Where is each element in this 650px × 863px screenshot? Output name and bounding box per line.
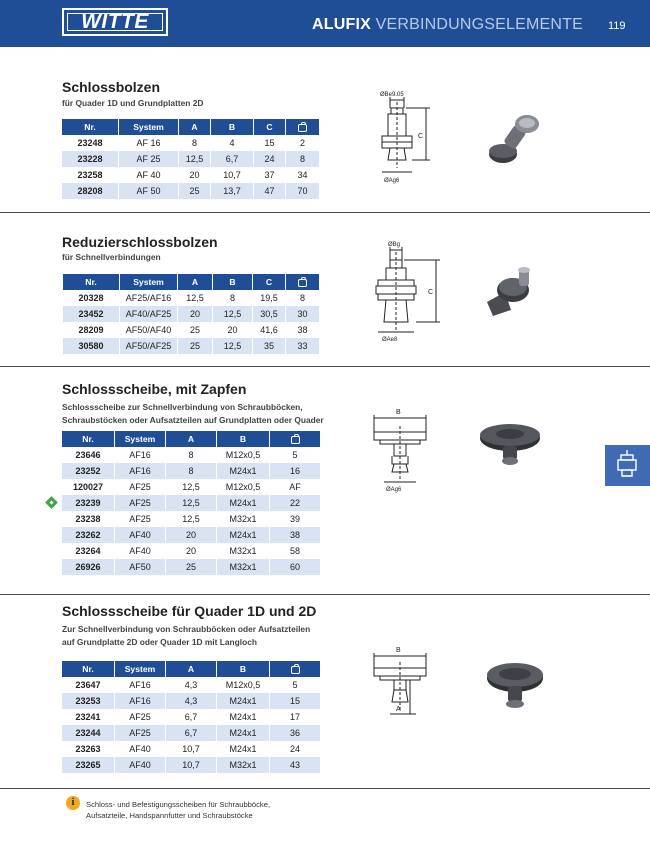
table-row bbox=[62, 151, 319, 167]
column-header: System bbox=[119, 119, 178, 135]
table-cell: 20 bbox=[227, 325, 238, 335]
table-cell: 47 bbox=[254, 183, 285, 199]
footnote: Schloss- und Befestigungsscheiben für Schraubböcke, Aufsatzteile, Handspannfutter und Schraubstöcke bbox=[86, 800, 271, 820]
table-cell: M12x0,5 bbox=[225, 680, 261, 690]
table-cell: AF40 bbox=[115, 527, 165, 543]
table-cell: 4 bbox=[229, 138, 235, 148]
table-cell: 35 bbox=[253, 338, 285, 354]
table-row bbox=[62, 559, 320, 575]
section-title: Schlossscheibe für Quader 1D und 2D bbox=[62, 603, 317, 619]
product-table bbox=[61, 431, 321, 575]
table-cell: 6,7 bbox=[184, 712, 198, 722]
info-icon: i bbox=[66, 796, 80, 810]
product-photo-lock-disc bbox=[476, 416, 546, 472]
table-cell: 5 bbox=[292, 450, 298, 460]
table-cell: AF16 bbox=[115, 463, 165, 479]
table-cell: 12,5 bbox=[166, 495, 216, 511]
table-cell: 8 bbox=[229, 293, 235, 303]
table-cell: M24x1 bbox=[217, 693, 269, 709]
product-photo-bolt bbox=[478, 110, 548, 172]
drawing-label: B bbox=[396, 409, 401, 416]
page-number: 119 bbox=[608, 20, 626, 32]
table-cell: AF50/AF25 bbox=[120, 338, 177, 354]
table-row bbox=[63, 290, 319, 306]
table-cell: M32x1 bbox=[217, 559, 269, 575]
article-number: 23646 bbox=[75, 450, 101, 460]
article-number: 23238 bbox=[75, 514, 101, 524]
column-header: System bbox=[115, 431, 165, 447]
article-number: 30580 bbox=[63, 338, 119, 354]
column-header: A bbox=[179, 119, 210, 135]
table-row bbox=[62, 757, 320, 773]
article-number: 20328 bbox=[78, 293, 104, 303]
table-cell: 17 bbox=[289, 712, 300, 722]
table-cell: AF25 bbox=[115, 495, 165, 511]
table-cell: 13,7 bbox=[211, 183, 253, 199]
section-title: Schlossscheibe, mit Zapfen bbox=[62, 381, 247, 397]
table-cell: 30 bbox=[286, 306, 319, 322]
table-cell: AF25 bbox=[129, 712, 151, 722]
table-cell: AF25/AF16 bbox=[125, 293, 172, 303]
drawing-label: ØBg bbox=[388, 242, 401, 248]
table-cell: 15 bbox=[264, 138, 275, 148]
column-header: A bbox=[166, 661, 216, 677]
table-row bbox=[62, 479, 320, 495]
table-cell: 41,6 bbox=[260, 325, 278, 335]
column-header: C bbox=[253, 274, 285, 290]
table-cell: 8 bbox=[191, 138, 197, 148]
article-number: 23262 bbox=[62, 527, 114, 543]
weight-icon bbox=[286, 119, 319, 135]
column-header: Nr. bbox=[62, 119, 118, 135]
table-row bbox=[62, 511, 320, 527]
witte-logo: WITTE bbox=[62, 8, 168, 36]
table-row bbox=[63, 338, 319, 354]
section-subtitle: Schlossscheibe zur Schnellverbindung von Schraubböcken, bbox=[62, 402, 303, 412]
table-cell: M12x0,5 bbox=[225, 450, 261, 460]
column-header: B bbox=[213, 274, 252, 290]
table-cell: 8 bbox=[286, 151, 319, 167]
page-title: ALUFIX VERBINDUNGSELEMENTE bbox=[312, 16, 584, 33]
table-cell: 12,5 bbox=[186, 293, 204, 303]
column-header: A bbox=[166, 431, 216, 447]
section-title: Schlossbolzen bbox=[62, 79, 161, 95]
table-cell: AF bbox=[289, 482, 301, 492]
column-header: System bbox=[120, 274, 177, 290]
section-subtitle: Schraubstöcken oder Aufsatzteilen auf Grundplatten oder Quader bbox=[62, 415, 324, 425]
table-cell: AF50 bbox=[115, 559, 165, 575]
drawing-label: ØBe9.05 bbox=[380, 92, 404, 98]
column-header: Nr. bbox=[63, 274, 119, 290]
fastener-icon bbox=[605, 445, 650, 486]
article-number: 23264 bbox=[75, 546, 101, 556]
article-number: 26926 bbox=[62, 559, 114, 575]
table-cell: AF25 bbox=[115, 725, 165, 741]
article-number: 23248 bbox=[77, 138, 103, 148]
section-subtitle: für Quader 1D und Grundplatten 2D bbox=[62, 98, 204, 108]
table-cell: 37 bbox=[264, 170, 275, 180]
table-cell: AF40 bbox=[115, 757, 165, 773]
table-cell: AF 40 bbox=[136, 170, 161, 180]
product-table bbox=[61, 661, 321, 773]
table-cell: AF 25 bbox=[119, 151, 178, 167]
table-cell: M32x1 bbox=[229, 546, 257, 556]
article-number: 23228 bbox=[62, 151, 118, 167]
product-table bbox=[61, 119, 320, 199]
table-cell: 24 bbox=[254, 151, 285, 167]
table-cell: 12,5 bbox=[213, 338, 252, 354]
table-cell: M32x1 bbox=[217, 757, 269, 773]
article-number: 23241 bbox=[75, 712, 101, 722]
table-cell: 25 bbox=[179, 183, 210, 199]
technical-drawing-lock-disc bbox=[370, 406, 432, 494]
table-row bbox=[63, 306, 319, 322]
table-cell: 30,5 bbox=[253, 306, 285, 322]
table-cell: 24 bbox=[289, 744, 300, 754]
table-cell: AF16 bbox=[129, 680, 151, 690]
table-cell: 16 bbox=[270, 463, 320, 479]
table-cell: M24x1 bbox=[217, 463, 269, 479]
article-number: 120027 bbox=[72, 482, 104, 492]
table-cell: 20 bbox=[178, 306, 212, 322]
product-photo-reducing-bolt bbox=[475, 262, 545, 324]
table-cell: 25 bbox=[178, 338, 212, 354]
table-row bbox=[62, 741, 320, 757]
table-cell: AF16 bbox=[115, 693, 165, 709]
section-subtitle: Zur Schnellverbindung von Schraubböcken oder Aufsatzteilen bbox=[62, 624, 311, 634]
table-cell: 25 bbox=[166, 559, 216, 575]
article-number: 23265 bbox=[62, 757, 114, 773]
table-cell: 8 bbox=[188, 450, 194, 460]
column-header: Nr. bbox=[62, 431, 114, 447]
table-cell: 20 bbox=[189, 170, 200, 180]
drawing-label: ØAe8 bbox=[382, 337, 398, 343]
article-number: 23244 bbox=[62, 725, 114, 741]
highlight-marker-icon bbox=[45, 496, 58, 509]
table-cell: 58 bbox=[289, 546, 300, 556]
table-cell: 25 bbox=[189, 325, 200, 335]
technical-drawing-reducing-bolt bbox=[372, 238, 444, 344]
table-row bbox=[62, 543, 320, 559]
table-cell: AF16 bbox=[129, 450, 151, 460]
table-cell: 60 bbox=[270, 559, 320, 575]
drawing-label: B bbox=[396, 647, 401, 654]
article-number: 28209 bbox=[78, 325, 104, 335]
article-number: 23253 bbox=[62, 693, 114, 709]
table-cell: AF 50 bbox=[119, 183, 178, 199]
drawing-label: ØAg6 bbox=[384, 178, 400, 184]
table-cell: 10,7 bbox=[182, 744, 200, 754]
table-cell: 15 bbox=[270, 693, 320, 709]
table-cell: 4,3 bbox=[184, 680, 198, 690]
article-number: 23452 bbox=[63, 306, 119, 322]
table-row bbox=[62, 463, 320, 479]
drawing-label: ØAg6 bbox=[386, 487, 402, 493]
table-cell: M24x1 bbox=[217, 495, 269, 511]
article-number: 23647 bbox=[75, 680, 101, 690]
table-cell: 34 bbox=[297, 170, 308, 180]
table-row bbox=[62, 677, 320, 693]
table-cell: M12x0,5 bbox=[225, 482, 261, 492]
drawing-label: C bbox=[418, 133, 424, 140]
section-subtitle: auf Grundplatte 2D oder Quader 1D mit Langloch bbox=[62, 637, 257, 647]
table-cell: 19,5 bbox=[260, 293, 278, 303]
table-cell: 6,7 bbox=[211, 151, 253, 167]
column-header: C bbox=[254, 119, 285, 135]
table-cell: M32x1 bbox=[229, 514, 257, 524]
column-header: Nr. bbox=[62, 661, 114, 677]
footer-divider bbox=[0, 788, 650, 789]
table-cell: 33 bbox=[286, 338, 319, 354]
table-cell: 12,5 bbox=[182, 482, 200, 492]
table-cell: 43 bbox=[270, 757, 320, 773]
page-header bbox=[0, 0, 650, 47]
technical-drawing-bolt bbox=[378, 88, 444, 192]
table-cell: AF25 bbox=[129, 482, 151, 492]
table-cell: 12,5 bbox=[182, 514, 200, 524]
table-cell: 20 bbox=[185, 546, 196, 556]
column-header: B bbox=[217, 661, 269, 677]
article-number: 23258 bbox=[77, 170, 103, 180]
table-cell: 6,7 bbox=[166, 725, 216, 741]
article-number: 23239 bbox=[62, 495, 114, 511]
table-cell: 12,5 bbox=[213, 306, 252, 322]
column-header: B bbox=[211, 119, 253, 135]
table-cell: 8 bbox=[299, 293, 305, 303]
table-cell: AF40 bbox=[129, 744, 151, 754]
table-cell: M24x1 bbox=[217, 527, 269, 543]
table-cell: 39 bbox=[289, 514, 300, 524]
table-cell: AF50/AF40 bbox=[125, 325, 172, 335]
section-divider bbox=[0, 366, 650, 367]
table-cell: AF 16 bbox=[136, 138, 161, 148]
column-header: A bbox=[178, 274, 212, 290]
weight-icon bbox=[270, 661, 320, 677]
table-cell: 12,5 bbox=[179, 151, 210, 167]
table-row bbox=[62, 167, 319, 183]
table-cell: 10,7 bbox=[223, 170, 241, 180]
table-cell: 2 bbox=[299, 138, 305, 148]
section-subtitle: für Schnellverbindungen bbox=[62, 252, 161, 262]
table-cell: 70 bbox=[286, 183, 319, 199]
table-row bbox=[62, 725, 320, 741]
article-number: 28208 bbox=[62, 183, 118, 199]
table-cell: 5 bbox=[292, 680, 298, 690]
section-divider bbox=[0, 594, 650, 595]
category-side-tab[interactable] bbox=[605, 445, 650, 486]
table-cell: AF40/AF25 bbox=[120, 306, 177, 322]
table-row bbox=[62, 447, 320, 463]
table-cell: AF40 bbox=[129, 546, 151, 556]
article-number: 23252 bbox=[62, 463, 114, 479]
table-cell: 8 bbox=[166, 463, 216, 479]
table-row bbox=[62, 183, 319, 199]
table-row bbox=[62, 693, 320, 709]
table-row bbox=[63, 322, 319, 338]
table-cell: 38 bbox=[297, 325, 308, 335]
column-header: System bbox=[115, 661, 165, 677]
table-cell: 38 bbox=[270, 527, 320, 543]
table-cell: 20 bbox=[166, 527, 216, 543]
section-title: Reduzierschlossbolzen bbox=[62, 234, 218, 250]
drawing-label: A bbox=[396, 706, 401, 713]
table-row bbox=[62, 709, 320, 725]
table-row bbox=[62, 135, 319, 151]
table-cell: 36 bbox=[270, 725, 320, 741]
product-table bbox=[62, 274, 320, 354]
table-row bbox=[62, 527, 320, 543]
table-cell: 10,7 bbox=[166, 757, 216, 773]
table-cell: 22 bbox=[270, 495, 320, 511]
drawing-label: C bbox=[428, 289, 434, 296]
table-cell: AF25 bbox=[129, 514, 151, 524]
section-divider bbox=[0, 212, 650, 213]
table-cell: M24x1 bbox=[229, 712, 257, 722]
technical-drawing-lock-disc-quader bbox=[370, 640, 432, 720]
article-number: 23263 bbox=[75, 744, 101, 754]
product-photo-lock-disc-quader bbox=[483, 658, 549, 720]
table-row bbox=[62, 495, 320, 511]
weight-icon bbox=[286, 274, 319, 290]
table-cell: M24x1 bbox=[217, 725, 269, 741]
weight-icon bbox=[270, 431, 320, 447]
table-cell: 4,3 bbox=[166, 693, 216, 709]
table-cell: M24x1 bbox=[229, 744, 257, 754]
column-header: B bbox=[217, 431, 269, 447]
